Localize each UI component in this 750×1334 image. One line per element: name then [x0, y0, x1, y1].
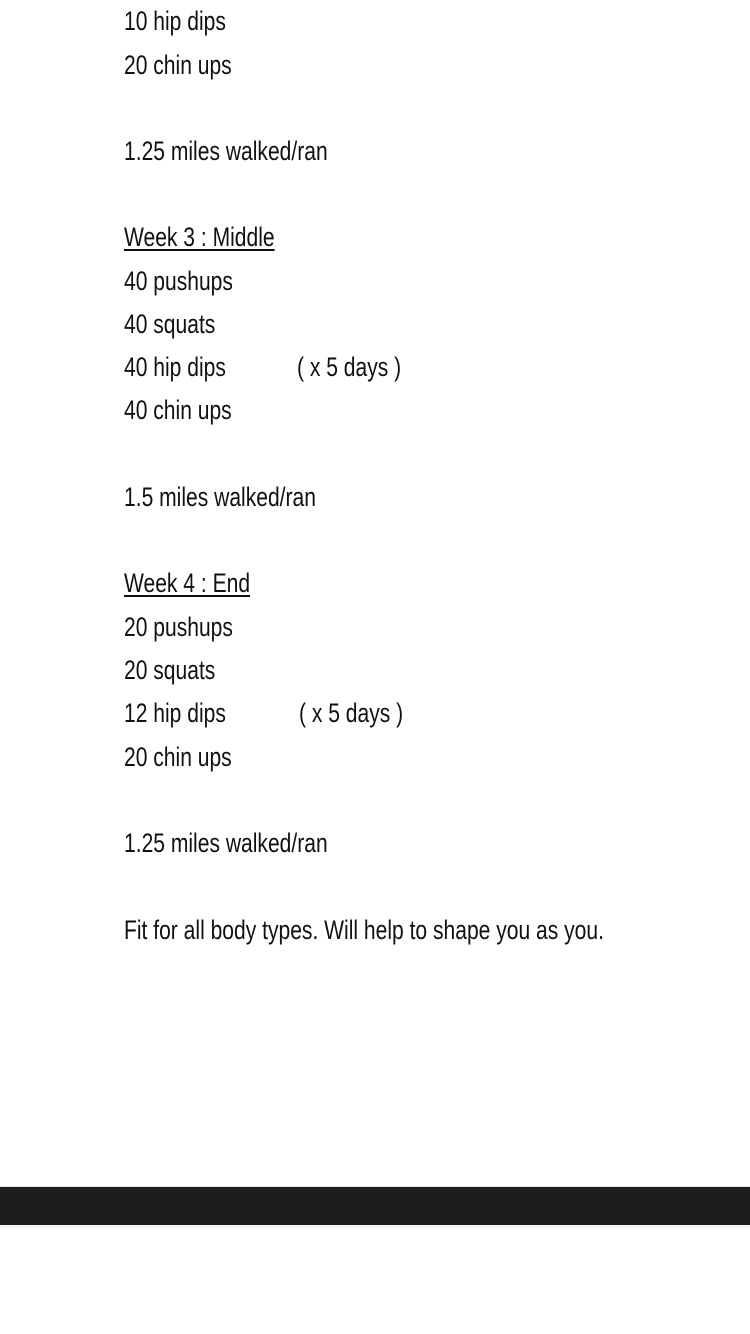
- frequency-note: ( x 5 days ): [299, 698, 404, 728]
- distance-line: 1.5 miles walked/ran: [124, 482, 316, 512]
- exercise-line: 40 squats: [124, 309, 216, 339]
- distance-line: 1.25 miles walked/ran: [124, 136, 328, 166]
- exercise-line: 20 chin ups: [124, 50, 232, 80]
- exercise-line: 40 hip dips: [124, 352, 226, 382]
- distance-line: 1.25 miles walked/ran: [124, 828, 328, 858]
- exercise-line: 20 pushups: [124, 612, 233, 642]
- exercise-line: 20 chin ups: [124, 742, 232, 772]
- frequency-note: ( x 5 days ): [297, 352, 402, 382]
- week-3-heading: Week 3 : Middle: [124, 222, 275, 252]
- exercise-line: 40 chin ups: [124, 395, 232, 425]
- bottom-toolbar: [0, 1186, 750, 1228]
- closing-remark: Fit for all body types. Will help to shape you as you.: [124, 915, 604, 945]
- exercise-line: 40 pushups: [124, 266, 233, 296]
- exercise-line: 20 squats: [124, 655, 216, 685]
- week-4-heading: Week 4 : End: [124, 568, 251, 598]
- exercise-line: 12 hip dips: [124, 698, 226, 728]
- exercise-line: 10 hip dips: [124, 6, 226, 36]
